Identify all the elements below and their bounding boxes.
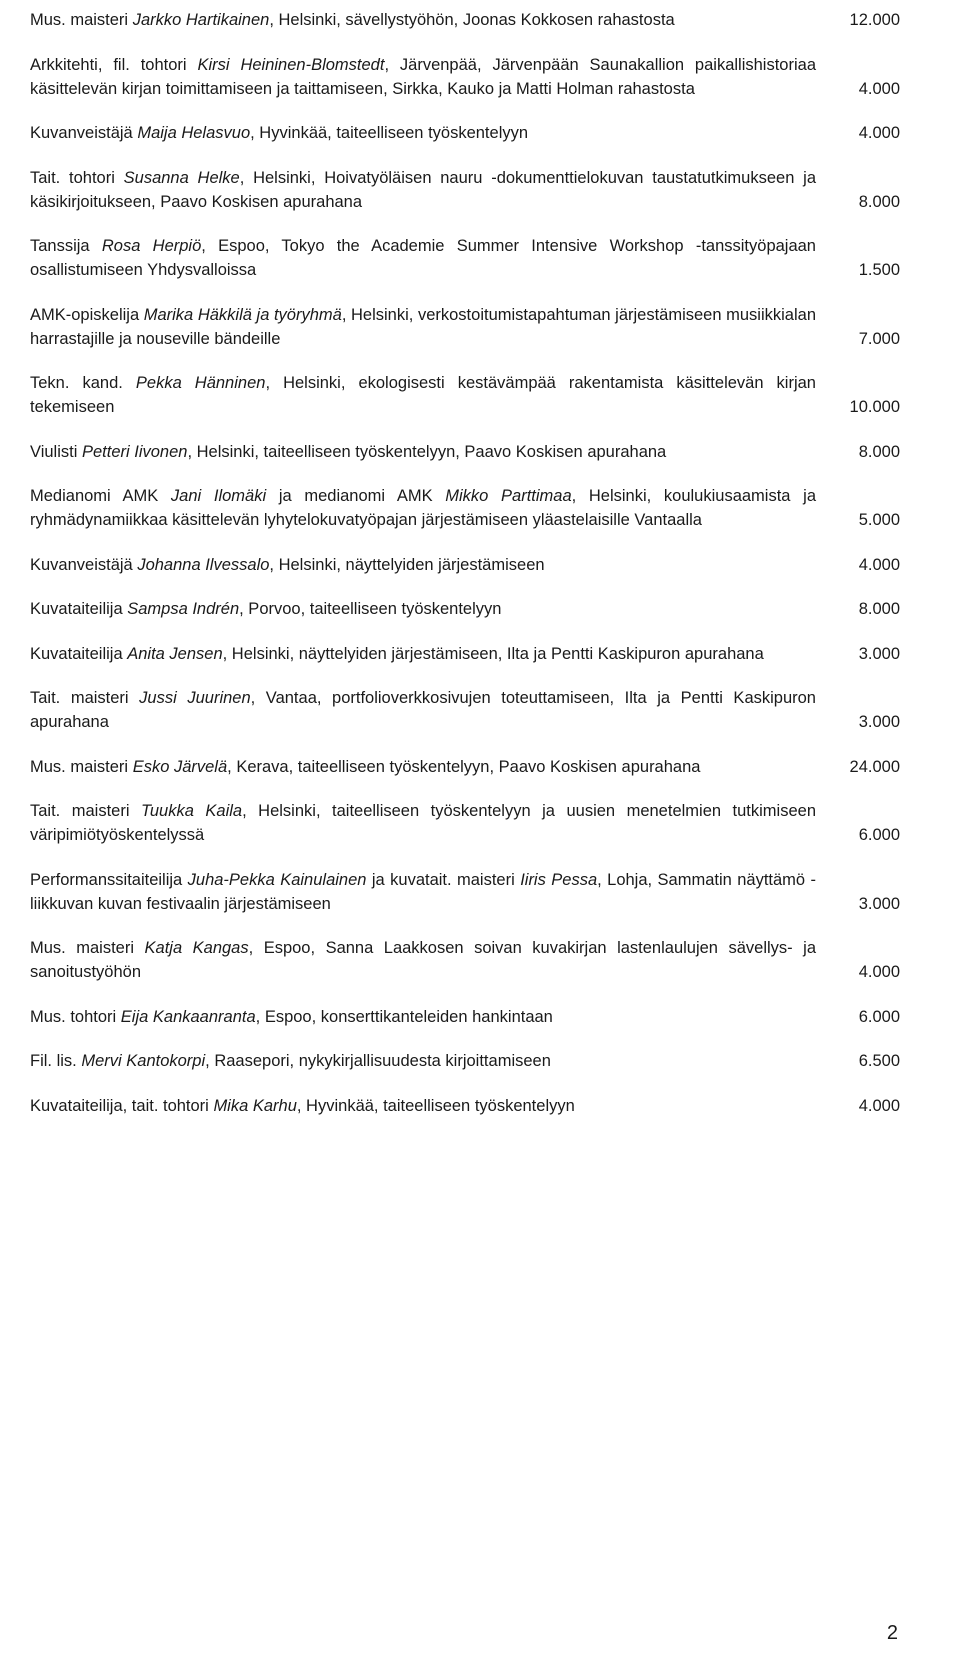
grant-description — [30, 799, 840, 847]
recipient-name: Marika Häkkilä ja työryhmä — [143, 305, 342, 324]
grant-amount: 1.500 — [858, 261, 900, 279]
text-segment: Tait. tohtori — [30, 168, 124, 187]
text-segment: Fil. lis. — [30, 1052, 82, 1070]
recipient-name: Kirsi Heininen-Blomstedt — [197, 55, 385, 74]
grant-entry — [30, 166, 900, 214]
grant-amount: 8.000 — [858, 192, 900, 211]
grant-description — [30, 686, 840, 734]
grant-amount: 6.000 — [858, 826, 900, 844]
text-segment: , Helsinki, näyttelyiden järjestämiseen, Ilta ja Pentti Kaskipuron apurahana — [222, 644, 764, 663]
grant-description — [30, 484, 840, 532]
text-segment: , Hyvinkää, taiteelliseen työskentelyyn — [296, 1096, 575, 1115]
recipient-name: Sampsa Indrén — [127, 600, 240, 618]
recipient-name: Maija Helasvuo — [137, 124, 251, 142]
grant-entry — [30, 1005, 900, 1029]
text-segment: Mus. maisteri — [30, 939, 145, 957]
text-segment: , Helsinki, ekologisesti kestävämpää rakentamista käsittelevän kirjan tekemiseen — [30, 374, 816, 416]
grant-entry — [30, 121, 900, 145]
grant-amount: 3.000 — [858, 644, 900, 663]
grant-amount: 4.000 — [858, 1096, 900, 1115]
grant-description — [30, 868, 840, 916]
text-segment: Mus. maisteri — [30, 11, 133, 29]
grant-entry — [30, 8, 900, 32]
grant-description — [30, 53, 840, 101]
grant-description — [30, 371, 840, 419]
grant-description — [30, 440, 840, 464]
text-segment: , Espoo, konserttikanteleiden hankintaan — [255, 1007, 553, 1026]
grant-amount: 8.000 — [858, 442, 900, 461]
recipient-name: Iiris Pessa — [520, 870, 598, 889]
recipient-name: Esko Järvelä — [132, 757, 228, 776]
recipient-name: Susanna Helke — [123, 168, 240, 187]
grant-entry — [30, 642, 900, 666]
grant-description — [30, 597, 840, 621]
grant-entry — [30, 53, 900, 101]
text-segment: , Helsinki, näyttelyiden järjestämiseen — [269, 555, 545, 574]
grant-entry — [30, 868, 900, 916]
grant-description — [30, 755, 840, 779]
text-segment: , Hyvinkää, taiteelliseen työskentelyyn — [250, 124, 529, 142]
grant-entry — [30, 440, 900, 464]
grant-entry — [30, 936, 900, 984]
page-number: 2 — [886, 1622, 898, 1644]
text-segment: , Helsinki, verkostoitumistapahtuman järjestämiseen musiikkialan harrastajille ja nouseville bändeille — [30, 305, 816, 348]
recipient-name: Jani Ilomäki — [170, 487, 267, 505]
grant-description — [30, 1049, 840, 1073]
grant-description — [30, 121, 840, 145]
recipient-name: Petteri Iivonen — [81, 442, 188, 461]
recipient-name: Mika Karhu — [213, 1096, 297, 1115]
recipient-name: Mervi Kantokorpi — [81, 1052, 206, 1070]
grant-amount: 24.000 — [849, 757, 900, 776]
grant-amount: 4.000 — [858, 963, 900, 981]
text-segment: , Helsinki, taiteelliseen työskentelyyn, Paavo Koskisen apurahana — [187, 442, 667, 461]
text-segment: , Helsinki, Hoivatyöläisen nauru -dokumenttielokuvan taustatutkimukseen ja käsikirjoitukseen, Paavo Koskisen apurahana — [30, 168, 816, 211]
recipient-name: Anita Jensen — [127, 644, 223, 663]
grant-amount: 4.000 — [858, 555, 900, 574]
grant-amount: 6.000 — [858, 1007, 900, 1026]
text-segment: , Espoo, Sanna Laakkosen soivan kuvakirjan lastenlaulujen sävellys- ja sanoitustyöhön — [30, 939, 817, 981]
text-segment: , Lohja, Sammatin näyttämö -liikkuvan kuvan festivaalin järjestämiseen — [30, 870, 817, 913]
grant-description — [30, 234, 840, 282]
text-segment: Tekn. kand. — [30, 374, 136, 392]
text-segment: ja kuvatait. maisteri — [366, 870, 521, 889]
grant-amount: 4.000 — [858, 79, 900, 98]
recipient-name: Eija Kankaanranta — [120, 1007, 256, 1026]
recipient-name: Katja Kangas — [144, 939, 249, 957]
text-segment: , Porvoo, taiteelliseen työskentelyyn — [239, 600, 502, 618]
recipient-name: Tuukka Kaila — [141, 802, 243, 820]
text-segment: Kuvanveistäjä — [30, 555, 138, 574]
text-segment: Viulisti — [30, 442, 82, 461]
recipient-name: Pekka Hänninen — [135, 374, 266, 392]
text-segment: , Kerava, taiteelliseen työskentelyyn, Paavo Koskisen apurahana — [227, 757, 701, 776]
grant-description — [30, 1094, 840, 1118]
recipient-name: Jussi Juurinen — [139, 689, 251, 707]
recipient-name: Jarkko Hartikainen — [132, 11, 270, 29]
text-segment: Tait. maisteri — [30, 689, 140, 707]
text-segment: Mus. maisteri — [30, 757, 133, 776]
grant-entry — [30, 1094, 900, 1118]
grant-amount: 3.000 — [858, 894, 900, 913]
text-segment: Performanssitaiteilija — [30, 870, 188, 889]
text-segment: , Järvenpää, Järvenpään Saunakallion paikallishistoriaa käsittelevän kirjan toimittamiseen ja taittamiseen, Sirkka, Kauko ja Matti Holman rahastosta — [30, 55, 816, 98]
text-segment: Tait. maisteri — [30, 802, 142, 820]
document-page — [30, 8, 900, 1138]
grant-description — [30, 936, 840, 984]
grant-amount: 7.000 — [858, 329, 900, 348]
grant-description — [30, 8, 840, 32]
recipient-name: Mikko Parttimaa — [445, 487, 572, 505]
text-segment: AMK-opiskelija — [30, 305, 144, 324]
grant-entry — [30, 686, 900, 734]
text-segment: Kuvataiteilija, tait. tohtori — [30, 1096, 214, 1115]
text-segment: , Helsinki, koulukiusaamista ja ryhmädynamiikkaa käsittelevän lyhytelokuvatyöpajan järjestämiseen yläastelaisille Vantaalla — [30, 487, 817, 529]
recipient-name: Johanna Ilvessalo — [137, 555, 270, 574]
text-segment: Arkkitehti, fil. tohtori — [30, 55, 198, 74]
text-segment: ja medianomi AMK — [266, 487, 446, 505]
grant-description — [30, 303, 840, 351]
grant-entry — [30, 597, 900, 621]
text-segment: , Helsinki, taiteelliseen työskentelyyn ja uusien menetelmien tutkimiseen väripimiötyöskentelyssä — [30, 802, 816, 844]
text-segment: Kuvanveistäjä — [30, 124, 138, 142]
text-segment: Tanssija — [30, 237, 102, 255]
grant-description — [30, 642, 840, 666]
grant-entry — [30, 553, 900, 577]
text-segment: Mus. tohtori — [30, 1007, 121, 1026]
grant-amount: 6.500 — [858, 1052, 900, 1070]
grant-entry — [30, 484, 900, 532]
grant-description — [30, 166, 840, 214]
text-segment: Kuvataiteilija — [30, 600, 128, 618]
grant-entry — [30, 799, 900, 847]
recipient-name: Juha-Pekka Kainulainen — [187, 870, 367, 889]
text-segment: Kuvataiteilija — [30, 644, 128, 663]
text-segment: Medianomi AMK — [30, 487, 171, 505]
grant-entry — [30, 755, 900, 779]
text-segment: , Raasepori, nykykirjallisuudesta kirjoittamiseen — [205, 1052, 551, 1070]
grant-description — [30, 553, 840, 577]
grant-amount: 8.000 — [858, 600, 900, 618]
grant-entry — [30, 303, 900, 351]
grant-entry — [30, 234, 900, 282]
text-segment: , Espoo, Tokyo the Academie Summer Intensive Workshop -tanssityöpajaan osallistumiseen Yhdysvalloissa — [30, 237, 816, 279]
grant-amount: 5.000 — [858, 511, 900, 529]
recipient-name: Rosa Herpiö — [101, 237, 202, 255]
text-segment: , Vantaa, portfolioverkkosivujen toteuttamiseen, Ilta ja Pentti Kaskipuron apurahana — [30, 689, 816, 731]
grant-amount: 10.000 — [849, 398, 900, 416]
grant-entry — [30, 371, 900, 419]
text-segment: , Helsinki, sävellystyöhön, Joonas Kokkosen rahastosta — [269, 11, 675, 29]
grant-amount: 3.000 — [858, 713, 900, 731]
grant-description — [30, 1005, 840, 1029]
grant-amount: 4.000 — [858, 124, 900, 142]
grant-amount: 12.000 — [849, 11, 900, 29]
grant-entry — [30, 1049, 900, 1073]
